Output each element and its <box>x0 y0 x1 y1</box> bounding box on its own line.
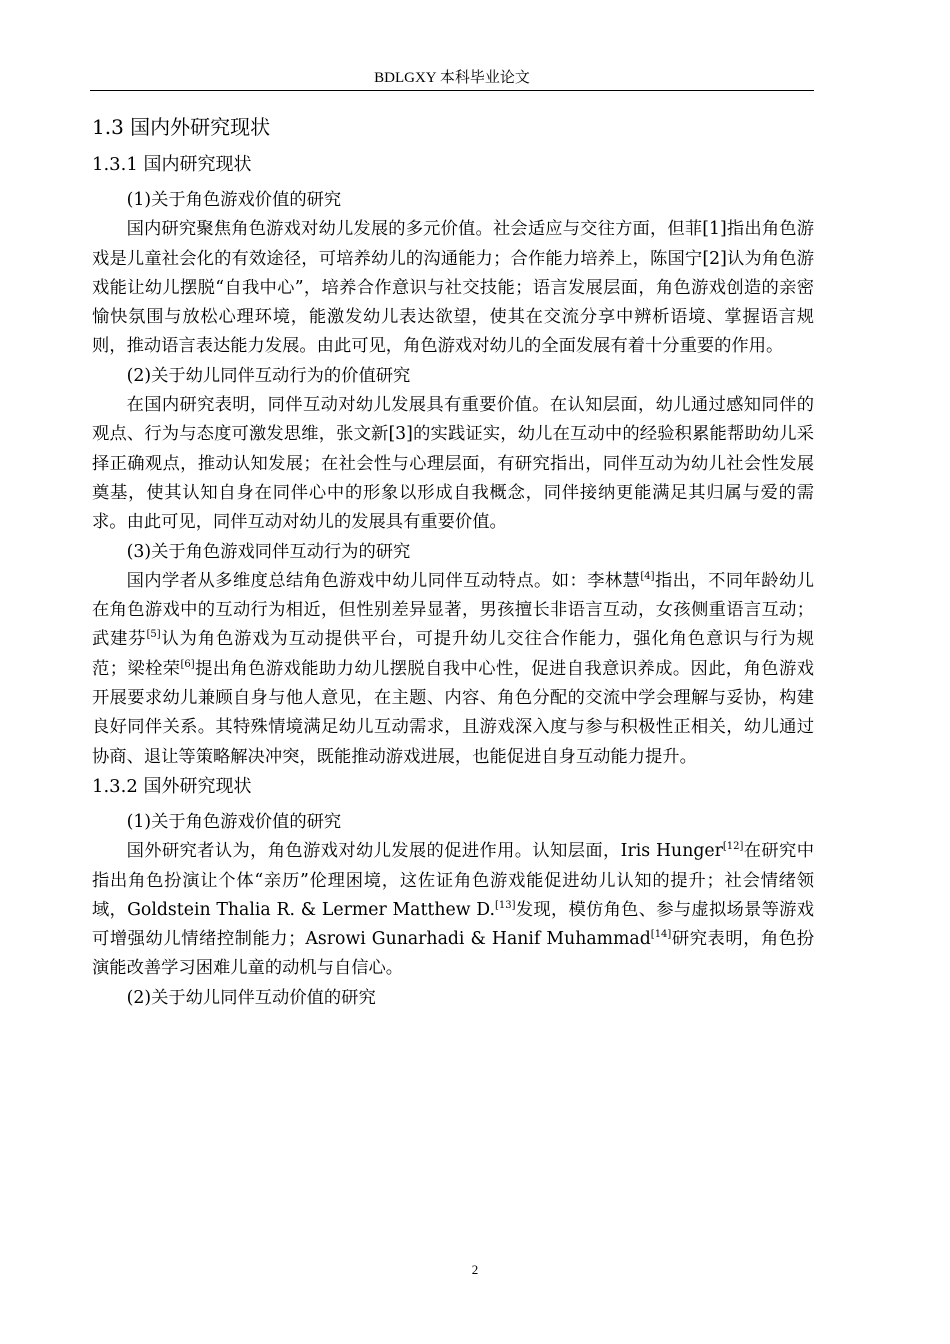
body-text: 国外研究者认为，角色游戏对幼儿发展的促进作用。认知层面，Iris Hunger <box>126 841 723 862</box>
body-text: 研究表明，角色扮演能改善学习困难儿童的动机与自信心。 <box>92 929 814 979</box>
body-text: 在研究中指出角色扮演让个体“亲历”伦理困境，这佐证角色游戏能促进幼儿认知的提升；社会情绪领域，Goldstein Thalia R. & Lermer Matthew D. <box>92 841 814 920</box>
domestic-sub1-title: (1)关于角色游戏价值的研究 <box>126 190 342 210</box>
running-header: BDLGXY 本科毕业论文 <box>374 70 530 86</box>
citation-ref: [4] <box>640 570 655 582</box>
foreign-heading: 1.3.2 国外研究现状 <box>92 775 252 797</box>
citation-ref: [14] <box>650 929 672 941</box>
domestic-sub1-body: 国内研究聚焦角色游戏对幼儿发展的多元价值。社会适应与交往方面，但菲[1]指出角色游戏是儿童社会化的有效途径，可培养幼儿的沟通能力；合作能力培养上，陈国宁[2]认为角色游戏能让幼儿摆脱“自我中心”，培养合作意识与社交技能；语言发展层面，角色游戏创造的亲密愉快氛围与放松心理环境，能激发幼儿表达欲望，使其在交流分享中辨析语境、掌握语言规则，推动语言表达能力发展。由此可见，角色游戏对幼儿的全面发展有着十分重要的作用。 <box>92 219 814 357</box>
body-text: 发现，模仿角色、参与虚拟场景等游戏可增强幼儿情绪控制能力；Asrowi Gunarhadi & Hanif Muhammad <box>92 899 814 950</box>
body-text: 提出角色游戏能助力幼儿摆脱自我中心性，促进自我意识养成。因此，角色游戏开展要求幼儿兼顾自身与他人意见，在主题、内容、角色分配的交流中学会理解与妥协，构建良好同伴关系。其特殊情境满足幼儿互动需求，且游戏深入度与参与积极性正相关，幼儿通过协商、退让等策略解决冲突，既能推动游戏进展，也能促进自身互动能力提升。 <box>92 658 814 767</box>
header-rule <box>90 90 814 91</box>
citation-ref: [5] <box>146 629 161 641</box>
page-content <box>92 112 814 1013</box>
domestic-sub3-title: (3)关于角色游戏同伴互动行为的研究 <box>126 541 411 562</box>
domestic-sub2-title: (2)关于幼儿同伴互动行为的价值研究 <box>126 365 411 386</box>
citation-ref: [6] <box>180 658 195 670</box>
body-text: 国内学者从多维度总结角色游戏中幼儿同伴互动特点。如：李林慧 <box>126 570 641 591</box>
foreign-sub1-title: (1)关于角色游戏价值的研究 <box>126 811 342 832</box>
foreign-sub2-title: (2)关于幼儿同伴互动价值的研究 <box>126 987 376 1008</box>
domestic-sub3-body <box>92 567 814 772</box>
body-text: 认为角色游戏为互动提供平台，可提升幼儿交往合作能力，强化角色意识与行为规范；梁栓荣 <box>92 629 814 679</box>
section-heading: 1.3 国内外研究现状 <box>92 115 271 139</box>
domestic-sub2-body: 在国内研究表明，同伴互动对幼儿发展具有重要价值。在认知层面，幼儿通过感知同伴的观点、行为与态度可激发思维，张文新[3]的实践证实，幼儿在互动中的经验积累能帮助幼儿采择正确观点，推动认知发展；在社会性与心理层面，有研究指出，同伴互动为幼儿社会性发展奠基，使其认知自身在同伴心中的形象以形成自我概念，同伴接纳更能满足其归属与爱的需求。由此可见，同伴互动对幼儿的发展具有重要价值。 <box>92 395 814 533</box>
citation-ref: [13] <box>495 899 516 911</box>
body-text: 指出，不同年龄幼儿在角色游戏中的互动行为相近，但性别差异显著，男孩擅长非语言互动，女孩侧重语言互动；武建芬 <box>92 570 814 650</box>
domestic-heading: 1.3.1 国内研究现状 <box>92 154 252 175</box>
foreign-sub1-body <box>92 837 814 983</box>
page-number: 2 <box>471 1262 479 1277</box>
citation-ref: [12] <box>722 841 744 853</box>
